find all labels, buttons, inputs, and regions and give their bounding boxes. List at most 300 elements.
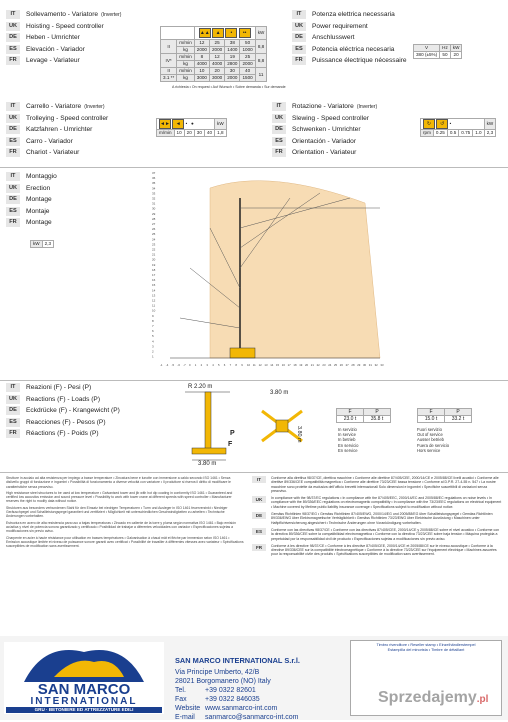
erection-label: Montaggio bbox=[26, 173, 57, 180]
hoisting-row bbox=[6, 45, 85, 55]
slew-cell: 0.75 bbox=[459, 130, 473, 137]
conformity-row bbox=[252, 544, 502, 557]
hoist-kw: 11 bbox=[255, 68, 267, 82]
slewing-label: Rotazione - Variatore bbox=[292, 103, 354, 110]
language-code: ES bbox=[292, 45, 306, 54]
y-tick-label: 6 bbox=[152, 329, 154, 334]
hoist-cell: 1000 bbox=[240, 47, 255, 54]
legal-text bbox=[6, 476, 244, 550]
language-code: UK bbox=[6, 184, 20, 193]
fax-label: Fax bbox=[175, 696, 187, 703]
reactions-label: Réactions (F) - Poids (P) bbox=[26, 430, 99, 437]
hoist-cell: 25 bbox=[240, 54, 255, 61]
hoist-cell: 2000 bbox=[194, 47, 209, 54]
power-header-v: V bbox=[414, 45, 440, 52]
logo-line3: GRU · BETONIERE ED ATTREZZATURE EDILI bbox=[6, 707, 162, 713]
erection-label: Montage bbox=[26, 219, 52, 226]
language-code: FR bbox=[252, 544, 266, 551]
y-tick-label: 34 bbox=[152, 186, 156, 191]
trolleying-row bbox=[6, 114, 108, 124]
hoist-cell: 19 bbox=[225, 54, 240, 61]
x-tick-label: 24 bbox=[328, 363, 332, 367]
y-tick-label: 27 bbox=[152, 222, 156, 226]
hoist-cell: 2000 bbox=[210, 47, 225, 54]
language-code: UK bbox=[6, 22, 20, 31]
legal-paragraph: Strutture in acciaio ad alta resistenza per impiego a basse temperature • Zincatura bene e lunotte con immersione a caldo secondo ISO 1461 • Senza dislivello gruppi di fondazione e ingombri • Possibilità di funzionamento a diverse velocità con variatore • Il produttore si riserva il diritto di modificare le caratteristiche senza preavviso. bbox=[6, 476, 231, 489]
out-service-p-header: P bbox=[445, 409, 472, 416]
language-code: DE bbox=[6, 33, 20, 42]
hoist-cell: 8 bbox=[194, 54, 209, 61]
slew-cell: 0.25 bbox=[433, 130, 447, 137]
y-tick-label: 29 bbox=[152, 211, 156, 216]
x-tick-label: 23 bbox=[322, 363, 326, 367]
y-tick-label: 21 bbox=[152, 252, 156, 257]
hoisting-label: Sollevamento - Variatore bbox=[26, 11, 99, 18]
y-tick-group bbox=[152, 171, 156, 359]
y-tick-label: 22 bbox=[152, 247, 156, 252]
language-code: DE bbox=[272, 125, 286, 134]
x-tick-label: 32 bbox=[374, 363, 378, 367]
hoist-cell: 3000 bbox=[210, 75, 225, 82]
company-fax bbox=[175, 695, 345, 704]
slew-kw: 2,3 bbox=[484, 130, 496, 137]
hoist-reeving: II bbox=[161, 68, 177, 75]
conformity-text-block: Conforme à les directive 98/37/CE • Conforme à les directive 87/405/CEE, 2000/14/CE et 2005/88/CE sur le niveau acoustique • Conforme à la directive 89/336/CEE sur la compatibilité électromagnétique • Conforme à la directive 73/23/CEE sur l'équipement électrique • Machines assurées pour la responsabilité civile des produits • Spécifications susceptibles de modification sans avertissement. bbox=[271, 543, 497, 557]
out-service-p-value: 33.2 t bbox=[445, 416, 472, 423]
conformity-row bbox=[252, 476, 502, 493]
y-tick-label: 20 bbox=[152, 257, 156, 262]
power-table bbox=[413, 44, 462, 59]
hoisting-row bbox=[6, 33, 80, 43]
language-code: FR bbox=[6, 218, 20, 227]
y-tick-label: 19 bbox=[152, 262, 156, 267]
hoist-cell: 4000 bbox=[194, 61, 209, 68]
language-code: UK bbox=[272, 114, 286, 123]
hoist-cell: 38 bbox=[225, 40, 240, 47]
out-service-labels bbox=[417, 427, 449, 453]
hoist-speed-4-icon: •• bbox=[239, 28, 251, 38]
hoist-cell: 2800 bbox=[225, 61, 240, 68]
trolleying-label: Trolleying - Speed controller bbox=[26, 114, 109, 122]
side-p-label: P bbox=[230, 430, 235, 437]
hoist-cell: 25 bbox=[210, 40, 225, 47]
conformity-text-block: Gemäss Richtlinien 98/37/EG • Gemäss Richtlinien 87/405/EWG, 2000/14/EG und 2005/88/EG über Schallleistungspegel • Gemäss Richtlinien 89/336/EWG über Elektromagnetische Verträglichkeit • Gemäss Richtlinien 73/23/EWG über Elektrische Ausrüstung • Maschinen unter Haftpflichtversicherung abgesichert • Technische Änderungen ohne Vorankündigung vorbehalten. bbox=[271, 512, 493, 525]
hoist-speed-3-icon: • bbox=[225, 28, 237, 38]
in-service-p-header: P bbox=[364, 409, 391, 416]
language-code: DE bbox=[6, 195, 20, 204]
legal-paragraph: Strukturen aus besonders verbundenen Stahl für den Einsatz bei niedrigen Temperaturen • Turm und Ausleger in ISO 1461 feuerverzinkt • Niedriger Geräuschpegel und Schallleistungspegel garantiert und zertifiziert • Möglichkeit mit unterschiedlichen Geschwindigkeiten zu arbeiten • Technische Änderungen vorbehalten. bbox=[6, 505, 228, 519]
crane-base bbox=[230, 348, 255, 358]
hoist-extra: 3.1 ** bbox=[161, 75, 177, 82]
hoist-cell: 30 bbox=[225, 68, 240, 75]
conformity-text bbox=[252, 476, 502, 560]
x-tick-label: 11 bbox=[252, 363, 256, 367]
conformity-row bbox=[252, 512, 502, 525]
inverter-suffix: (Inverter) bbox=[84, 104, 105, 110]
y-tick-label: 2 bbox=[152, 349, 154, 354]
power-label: Potenza elettrica necessaria bbox=[312, 11, 395, 18]
language-code: FR bbox=[272, 148, 286, 157]
trolleying-label: Chariot - Variateur bbox=[26, 149, 80, 156]
erection-kw: 2,3 bbox=[42, 241, 53, 248]
plan-label: 3.80 m bbox=[270, 390, 289, 396]
tel-value: +39 0322 82601 bbox=[205, 687, 256, 694]
trolley-cell: 20 bbox=[184, 130, 194, 137]
x-tick-label: 9 bbox=[241, 363, 243, 367]
hoist-unit: m/min bbox=[177, 54, 195, 61]
reactions-row bbox=[6, 406, 120, 416]
x-tick-label: 25 bbox=[334, 363, 338, 367]
mail-link[interactable]: sanmarco@sanmarco-int.com bbox=[205, 714, 299, 721]
language-code: ES bbox=[6, 137, 20, 146]
y-tick-label: 8 bbox=[152, 318, 154, 323]
in-service-label: In service bbox=[338, 432, 356, 438]
hoist-unit: kg bbox=[177, 61, 195, 68]
erection-row bbox=[6, 172, 57, 182]
y-tick-label: 30 bbox=[152, 206, 156, 211]
reactions-label: Eckdrücke (F) - Krangewicht (P) bbox=[26, 407, 120, 414]
reactions-label: Reacciones (F) - Pesos (P) bbox=[26, 418, 106, 426]
hoist-cell: 12 bbox=[210, 54, 225, 61]
trolley-kw-header: kW bbox=[215, 119, 227, 130]
reaction-plan-view bbox=[252, 386, 322, 451]
divider bbox=[0, 472, 508, 473]
erection-row bbox=[6, 218, 52, 228]
base-label: 3.80 m bbox=[198, 461, 217, 465]
company-tel bbox=[175, 686, 345, 695]
x-tick-label: 30 bbox=[363, 363, 367, 367]
y-tick-label: 16 bbox=[152, 278, 156, 283]
inverter-suffix: (Inverter) bbox=[101, 12, 122, 18]
company-info bbox=[175, 656, 345, 722]
x-tick-label: 5 bbox=[218, 363, 220, 367]
trolleying-row bbox=[6, 102, 105, 112]
hoist-cell: 40 bbox=[240, 68, 255, 75]
out-service-f-header: F bbox=[418, 409, 445, 416]
watermark-tld: .pl bbox=[476, 694, 489, 705]
hoist-cell: 2000 bbox=[225, 75, 240, 82]
x-tick-label: 1 bbox=[194, 363, 197, 367]
x-tick-label: 4 bbox=[212, 363, 214, 367]
power-header-kw: kW bbox=[450, 45, 462, 52]
side-base bbox=[192, 448, 226, 454]
x-tick-label: 21 bbox=[310, 363, 314, 367]
reactions-row bbox=[6, 429, 99, 439]
language-code: ES bbox=[252, 528, 266, 535]
language-code: ES bbox=[6, 207, 20, 216]
language-code: DE bbox=[6, 406, 20, 415]
erection-unit: kW bbox=[31, 241, 43, 248]
conformity-row bbox=[252, 528, 502, 541]
out-service-label: Out of service bbox=[417, 432, 443, 438]
y-tick-label: 17 bbox=[152, 273, 156, 277]
hoist-cell: 1500 bbox=[240, 75, 255, 82]
mail-label: E-mail bbox=[175, 714, 195, 721]
x-tick-label: -6 bbox=[177, 363, 180, 367]
y-tick-label: 25 bbox=[152, 232, 156, 237]
y-tick-label: 26 bbox=[152, 227, 156, 232]
x-tick-label: 10 bbox=[247, 363, 251, 367]
power-header-hz: Hz bbox=[440, 45, 451, 52]
hoist-cell: 3000 bbox=[194, 75, 209, 82]
power-row bbox=[292, 45, 394, 55]
language-code: DE bbox=[252, 512, 266, 519]
in-service-labels bbox=[338, 427, 358, 453]
in-service-label: In betrieb bbox=[338, 437, 356, 443]
hoist-cell: 12 bbox=[194, 40, 209, 47]
y-tick-label: 15 bbox=[152, 283, 156, 288]
y-tick-label: 3 bbox=[152, 344, 154, 349]
hoist-unit: kg bbox=[177, 75, 195, 82]
slew-cell: 0.5 bbox=[447, 130, 458, 137]
power-label: Power requirement bbox=[312, 22, 368, 30]
trolley-kw: 1,8 bbox=[215, 130, 227, 137]
trolley-speed-1-icon: ◄► bbox=[160, 121, 170, 127]
erection-label: Erection bbox=[26, 184, 51, 192]
language-code: UK bbox=[6, 114, 20, 123]
hoist-cell: 10 bbox=[194, 68, 209, 75]
plan-center bbox=[276, 420, 288, 432]
power-row bbox=[292, 10, 395, 20]
x-tick-label: 19 bbox=[299, 363, 303, 367]
in-service-p-value: 35.8 t bbox=[364, 416, 391, 423]
x-tick-group bbox=[160, 363, 384, 367]
company-mail bbox=[175, 713, 345, 722]
language-code: IT bbox=[6, 383, 20, 392]
y-tick-label: 32 bbox=[152, 196, 156, 201]
in-service-label: En servicio bbox=[338, 442, 359, 448]
x-tick-label: 22 bbox=[316, 363, 320, 367]
language-code: FR bbox=[6, 429, 20, 438]
x-tick-label: 29 bbox=[357, 363, 361, 367]
company-name: SAN MARCO INTERNATIONAL S.r.l. bbox=[175, 656, 300, 665]
x-tick-label: 28 bbox=[351, 363, 355, 367]
out-service-f-value: 15.0 t bbox=[418, 416, 445, 423]
in-service-f-header: F bbox=[337, 409, 364, 416]
conformity-text-block: In compliance with the 98/37/EC regulations • In compliance with the 87/405/EEC, 2000/14/EC and 2005/88/EC regulations on noise levels • In compliance with the 89/336/EEC regulations on electromagnetic compatibility • In compliance with the 73/23/EEC regulations on electrical equipment • Machine covered by lifetime public liability insurance coverage • Specifications subject to modification without notice. bbox=[271, 496, 502, 509]
brand-logo bbox=[4, 642, 164, 714]
hoisting-label: Levage - Variateur bbox=[26, 57, 80, 64]
slewing-row bbox=[272, 137, 356, 147]
conformity-text-block: Conforme alla direttiva 98/37/CE, direttiva macchine • Conforme alle direttive 87/405/CEE, 2000/14/CE e 2005/88/CE livelli acustici • Conforme alle direttive 89/336/CEE compatibilità magnetica • Conforme alle direttive 73/23/CEE bassa tensione • Conforme al D.P.R. 27-4-55 n. 547 • La nostre macchine sono protette da esclusiva dell'ufficio brevetti internazionali Solo dimensioni e ingombri • Specifiche suscettibili di variazioni senza preavviso. bbox=[271, 476, 499, 493]
y-tick-label: 37 bbox=[152, 171, 156, 175]
language-code: IT bbox=[252, 476, 266, 483]
slew-speed-2-icon: ↺ bbox=[436, 119, 448, 129]
y-tick-label: 23 bbox=[152, 242, 156, 247]
in-service-f-value: 23.0 t bbox=[337, 416, 364, 423]
legal-paragraph: Charpente en acier à haute résistance pour utilisation en basses températures • Galvanisation à chaud mât et flèche par immersion selon ISO 1461 • Emission acoustique limitée et niveau de puissance sonore garanti avec certificat • Possibilité de travailler à différentes vitesses avec variateur • Spécifications susceptibles de modification sans avertissement. bbox=[6, 535, 244, 549]
language-code: UK bbox=[292, 22, 306, 31]
company-address1: Via Principe Umberto, 42/B bbox=[175, 669, 260, 676]
hoisting-label: Hoisting - Speed controller bbox=[26, 22, 104, 30]
x-tick-label: -5 bbox=[171, 363, 175, 367]
trolleying-row bbox=[6, 148, 79, 158]
y-tick-label: 7 bbox=[152, 324, 154, 328]
slewing-row bbox=[272, 114, 369, 124]
slew-unit: rpm bbox=[421, 130, 434, 137]
slewing-label: Slewing - Speed controller bbox=[292, 114, 369, 122]
out-service-label: Hors service bbox=[417, 447, 441, 453]
hoist-cell: 1400 bbox=[225, 47, 240, 54]
trolley-cell: 30 bbox=[194, 130, 204, 137]
power-label: Potencia eléctrica necesaria bbox=[312, 45, 395, 53]
x-tick-label: 26 bbox=[339, 363, 343, 367]
trolleying-row bbox=[6, 125, 92, 135]
language-code: FR bbox=[6, 56, 20, 65]
y-tick-label: 24 bbox=[152, 237, 156, 242]
hoisting-row bbox=[6, 22, 104, 32]
trolley-cell: 10 bbox=[174, 130, 184, 137]
language-code: IT bbox=[272, 102, 286, 111]
y-tick-label: 9 bbox=[152, 313, 154, 318]
x-tick-label: 8 bbox=[235, 363, 237, 367]
power-value-kw: 20 bbox=[450, 52, 462, 59]
x-tick-label: 16 bbox=[281, 363, 285, 367]
y-tick-label: 35 bbox=[152, 181, 156, 186]
power-value-hz: 50 bbox=[440, 52, 451, 59]
company-address2: 28021 Borgomanero (NO) Italy bbox=[175, 678, 271, 685]
x-tick-label: 31 bbox=[368, 363, 372, 367]
y-tick-label: 11 bbox=[152, 303, 156, 308]
hoist-reeving: II bbox=[161, 40, 177, 54]
hoist-unit: m/min bbox=[177, 68, 195, 75]
power-label: Puissance électrique nécessaire bbox=[312, 57, 407, 64]
language-code: IT bbox=[6, 102, 20, 111]
watermark-text: Sprzedajemy bbox=[378, 689, 477, 706]
y-tick-label: 5 bbox=[152, 334, 154, 339]
trolleying-label: Katzfahren - Umrichter bbox=[26, 126, 93, 133]
legal-paragraph: High resistance steel structures to be used at low temperature • Galvanised tower and jib with hot dip coating in conformity ISO 1461 • Guaranteed and certified low acoustics emission and sound pressure level • Possibility to work with tower crane at different speeds with speed controller • Manufacturer reserves the right to modify data without notice. bbox=[6, 490, 233, 504]
x-tick-label: 17 bbox=[287, 363, 291, 367]
out-service-label: Fuera de servicio bbox=[417, 442, 450, 448]
x-tick-label: 13 bbox=[264, 363, 268, 367]
legal-paragraph: Estructura en acero de alta resistencia para uso a bajas temperaturas • Zincado en caliente de la torre y pluma según normativa ISO 1461 • Bajo emisión acústica y nivel de potencia sonora garantizado y certificado • Posibilidad de trabajar a diferentes velocidades con variador • Especificaciones sujetas a modificaciones sin previo aviso. bbox=[6, 520, 237, 534]
language-code: DE bbox=[292, 33, 306, 42]
trolleying-row bbox=[6, 137, 73, 147]
y-tick-label: 1 bbox=[152, 354, 154, 359]
out-service-label: Fuori servizio bbox=[417, 427, 442, 432]
erection-row bbox=[6, 195, 52, 205]
x-tick-label: 2 bbox=[200, 363, 203, 367]
y-tick-label: 13 bbox=[152, 293, 156, 298]
power-row bbox=[292, 33, 355, 43]
hoisting-label: Elevación - Variador bbox=[26, 45, 85, 53]
slew-table bbox=[420, 118, 496, 137]
reactions-row bbox=[6, 418, 106, 428]
power-value-v: 380 (±5%) bbox=[414, 52, 440, 59]
trolley-dot-icon: • ● bbox=[185, 121, 194, 126]
language-code: ES bbox=[6, 418, 20, 427]
logo-line2: INTERNATIONAL bbox=[30, 696, 138, 707]
in-service-table bbox=[336, 408, 391, 423]
hoist-unit: m/min bbox=[177, 40, 195, 47]
hoist-table bbox=[160, 26, 267, 82]
x-tick-label: -4 bbox=[165, 363, 169, 367]
x-tick-label: 3 bbox=[206, 363, 208, 367]
x-tick-label: -7 bbox=[183, 363, 186, 367]
language-code: UK bbox=[6, 395, 20, 404]
trolley-cell: 40 bbox=[204, 130, 214, 137]
y-tick-label: 36 bbox=[152, 176, 156, 181]
slew-speed-1-icon: ↻ bbox=[423, 119, 435, 129]
radius-label: R 2.20 m bbox=[188, 384, 213, 390]
slew-cell: 1.0 bbox=[473, 130, 484, 137]
erection-row bbox=[6, 184, 50, 194]
hoist-unit: kg bbox=[177, 47, 195, 54]
slewing-row bbox=[272, 148, 356, 158]
hoist-cell: 2000 bbox=[240, 61, 255, 68]
y-tick-label: 4 bbox=[152, 339, 154, 344]
hoisting-label: Heben - Umrichter bbox=[26, 34, 80, 41]
side-mast bbox=[205, 392, 211, 452]
side-f-label: F bbox=[228, 441, 233, 448]
language-code: UK bbox=[252, 496, 266, 503]
crane-diagram bbox=[150, 168, 386, 368]
reactions-label: Reactions (F) - Loads (P) bbox=[26, 395, 101, 403]
x-tick-label: 33 bbox=[380, 363, 384, 367]
language-code: FR bbox=[292, 56, 306, 65]
web-link[interactable]: www.sanmarco-int.com bbox=[205, 705, 278, 712]
erection-label: Montaje bbox=[26, 207, 50, 215]
x-tick-label: 12 bbox=[258, 363, 262, 367]
slewing-label: Schwenken - Umrichter bbox=[292, 126, 361, 133]
hoist-cell: 20 bbox=[210, 68, 225, 75]
hoist-kw: 8,8 bbox=[255, 40, 267, 54]
inverter-suffix: (Inverter) bbox=[356, 104, 378, 110]
slewing-row bbox=[272, 125, 361, 135]
reactions-row bbox=[6, 395, 100, 405]
language-code: ES bbox=[272, 137, 286, 146]
x-tick-label: 20 bbox=[305, 363, 309, 367]
out-service-table bbox=[417, 408, 472, 423]
conformity-row bbox=[252, 496, 502, 509]
hoist-kw: 8,8 bbox=[255, 54, 267, 68]
reaction-side-view bbox=[170, 380, 260, 465]
hoisting-row bbox=[6, 10, 121, 20]
dealer-stamp-label: Timbro rivenditore • Reseller stamp • Einzelhändlerstempel Estampilla del minorista • Timbre de détaillant bbox=[376, 643, 476, 652]
x-tick-label: 27 bbox=[345, 363, 349, 367]
y-tick-label: 31 bbox=[152, 201, 156, 206]
language-code: FR bbox=[6, 148, 20, 157]
y-tick-label: 12 bbox=[152, 298, 156, 303]
hoist-cell: 50 bbox=[240, 40, 255, 47]
reactions-row bbox=[6, 383, 91, 393]
trolley-table bbox=[156, 118, 227, 137]
plan-side-label: 3.80 m bbox=[296, 426, 302, 443]
power-label: Anschlusswert bbox=[312, 34, 355, 41]
slewing-label: Orientation - Variateur bbox=[292, 149, 357, 156]
jib-arc bbox=[210, 181, 380, 358]
slew-kw-header: kW bbox=[484, 119, 496, 130]
hoist-cell: 4000 bbox=[210, 61, 225, 68]
web-label: Website bbox=[175, 705, 201, 712]
lion-emblem-icon bbox=[4, 642, 164, 684]
power-row bbox=[292, 22, 368, 32]
trolleying-label: Carro - Variador bbox=[26, 137, 73, 145]
conformity-text-block: Conforme con las directivas 98/37/CE • Conforme con las directivas 87/405/CEE, 2000/14/CE y 2005/88/CE sobre el nivel acustico • Conforme con la directiva 89/336/CEE sobre la compatibilidad electromagnetica • Conforme con la directiva 73/23/CEE sobre baja tension • Máquina protegida a perpetuidad por la responsabilidad civil de producto • Especificaciones sujetas a modificaciones sin previo aviso. bbox=[271, 527, 500, 541]
x-tick-label: 0 bbox=[189, 363, 191, 367]
tel-label: Tel. bbox=[175, 687, 186, 694]
y-tick-label: 18 bbox=[152, 267, 156, 272]
company-web bbox=[175, 704, 345, 713]
hoist-note: A richiesta • On request • Auf Wunsch • Sobre demanda • Sur demande bbox=[172, 85, 286, 89]
reactions-label: Reazioni (F) - Pesi (P) bbox=[26, 384, 92, 391]
in-service-label: En service bbox=[338, 447, 358, 453]
x-tick-label: 7 bbox=[229, 363, 232, 367]
hoisting-row bbox=[6, 56, 80, 66]
x-tick-label: -1 bbox=[160, 363, 163, 367]
y-tick-label: 28 bbox=[152, 216, 156, 221]
